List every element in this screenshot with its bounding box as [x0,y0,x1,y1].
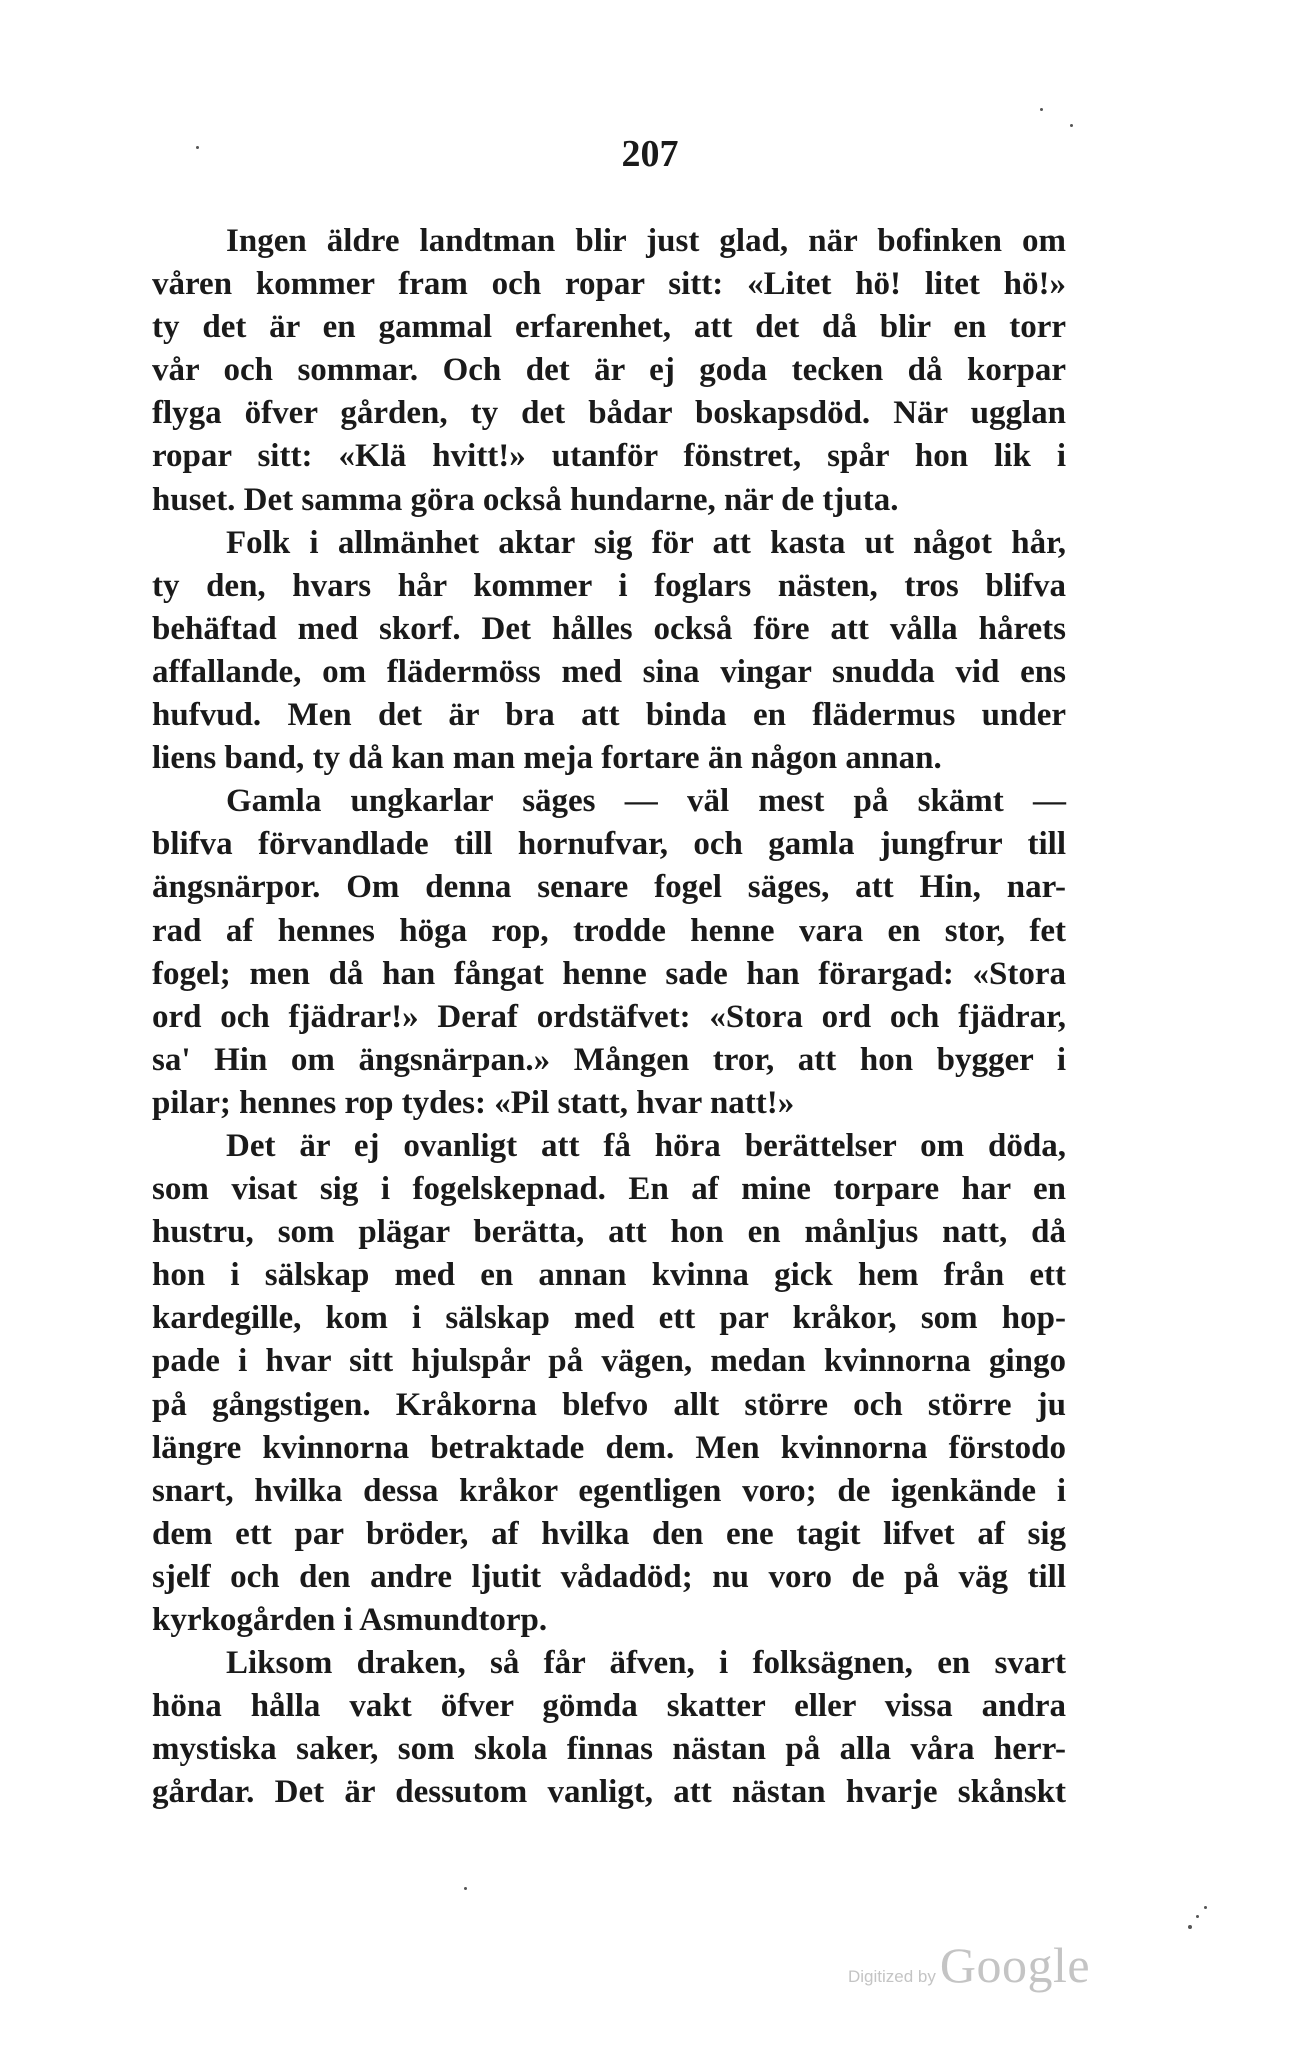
text-line: flyga öfver gården, ty det bådar boskapsdöd. När ugglan [152,395,1066,432]
scan-speck [1188,1925,1192,1929]
text-line: längre kvinnorna betraktade dem. Men kvinnorna förstodo [152,1429,1066,1466]
text-line: Ingen äldre landtman blir just glad, när bofinken om [226,223,1066,259]
text-line: ängsnärpor. Om denna senare fogel säges, att Hin, nar- [152,869,1066,906]
text-line: vår och sommar. Och det är ej goda tecken då korpar [152,352,1066,389]
text-line: gårdar. Det är dessutom vanligt, att nästan hvarje skånskt [152,1774,1066,1811]
text-line: pade i hvar sitt hjulspår på vägen, medan kvinnorna gingo [152,1343,1066,1380]
text-line: pilar; hennes rop tydes: «Pil statt, hvar natt!» [152,1084,795,1121]
text-line: huset. Det samma göra också hundarne, när de tjuta. [152,481,899,518]
text-line: ty det är en gammal erfarenhet, att det då blir en torr [152,309,1066,346]
text-line: ord och fjädrar!» Deraf ordstäfvet: «Stora ord och fjädrar, [152,998,1066,1035]
text-line: på gångstigen. Kråkorna blefvo allt större och större ju [152,1386,1066,1423]
text-line: blifva förvandlade till hornufvar, och gamla jungfrur till [152,826,1066,863]
text-line: snart, hvilka dessa kråkor egentligen voro; de igenkände i [152,1472,1066,1509]
scan-speck [1196,1915,1199,1918]
digitized-watermark [848,1936,1090,1996]
text-line: sjelf och den andre ljutit vådadöd; nu voro de på väg till [152,1558,1066,1595]
text-line: höna hålla vakt öfver gömda skatter eller vissa andra [152,1688,1066,1725]
text-line: Liksom draken, så får äfven, i folksägnen, en svart [226,1645,1066,1682]
text-line: ropar sitt: «Klä hvitt!» utanför fönstret, spår hon lik i [152,438,1066,475]
text-line: våren kommer fram och ropar sitt: «Litet hö! litet hö!» [152,266,1066,303]
text-line: mystiska saker, som skola finnas nästan på alla våra herr- [152,1731,1066,1768]
scan-speck [1204,1906,1207,1909]
text-line: hustru, som plägar berätta, att hon en månljus natt, då [152,1214,1066,1251]
text-line: fogel; men då han fångat henne sade han förargad: «Stora [152,955,1066,992]
text-line: Gamla ungkarlar säges — väl mest på skämt — [226,783,1066,820]
text-line: ty den, hvars hår kommer i foglars nästen, tros blifva [152,567,1066,604]
text-line: sa' Hin om ängsnärpan.» Mången tror, att hon bygger i [152,1041,1066,1078]
text-line: Det är ej ovanligt att få höra berättelser om döda, [226,1127,1066,1164]
scan-speck [1070,124,1073,127]
text-line: rad af hennes höga rop, trodde henne vara en stor, fet [152,912,1066,949]
text-line: liens band, ty då kan man meja fortare än någon annan. [152,740,942,777]
text-line: dem ett par bröder, af hvilka den ene tagit lifvet af sig [152,1515,1066,1552]
text-line: Folk i allmänhet aktar sig för att kasta ut något hår, [226,524,1066,561]
body-text [152,220,1066,1814]
text-line: som visat sig i fogelskepnad. En af mine torpare har en [152,1171,1066,1208]
text-line: kyrkogården i Asmundtorp. [152,1602,548,1638]
text-line: hufvud. Men det är bra att binda en flädermus under [152,697,1066,734]
text-line: affallande, om flädermöss med sina vingar snudda vid ens [152,653,1066,690]
text-line: behäftad med skorf. Det hålles också före att vålla hårets [152,610,1066,647]
scan-speck [464,1887,467,1890]
scan-speck [1040,108,1043,111]
text-line: kardegille, kom i sälskap med ett par kråkor, som hop- [152,1300,1066,1337]
page-number: 207 [621,133,679,175]
google-logo: Google [939,1937,1091,1993]
scan-speck [196,146,199,149]
text-line: hon i sälskap med en annan kvinna gick hem från ett [152,1257,1066,1294]
watermark-prefix: Digitized by [848,1967,936,1986]
